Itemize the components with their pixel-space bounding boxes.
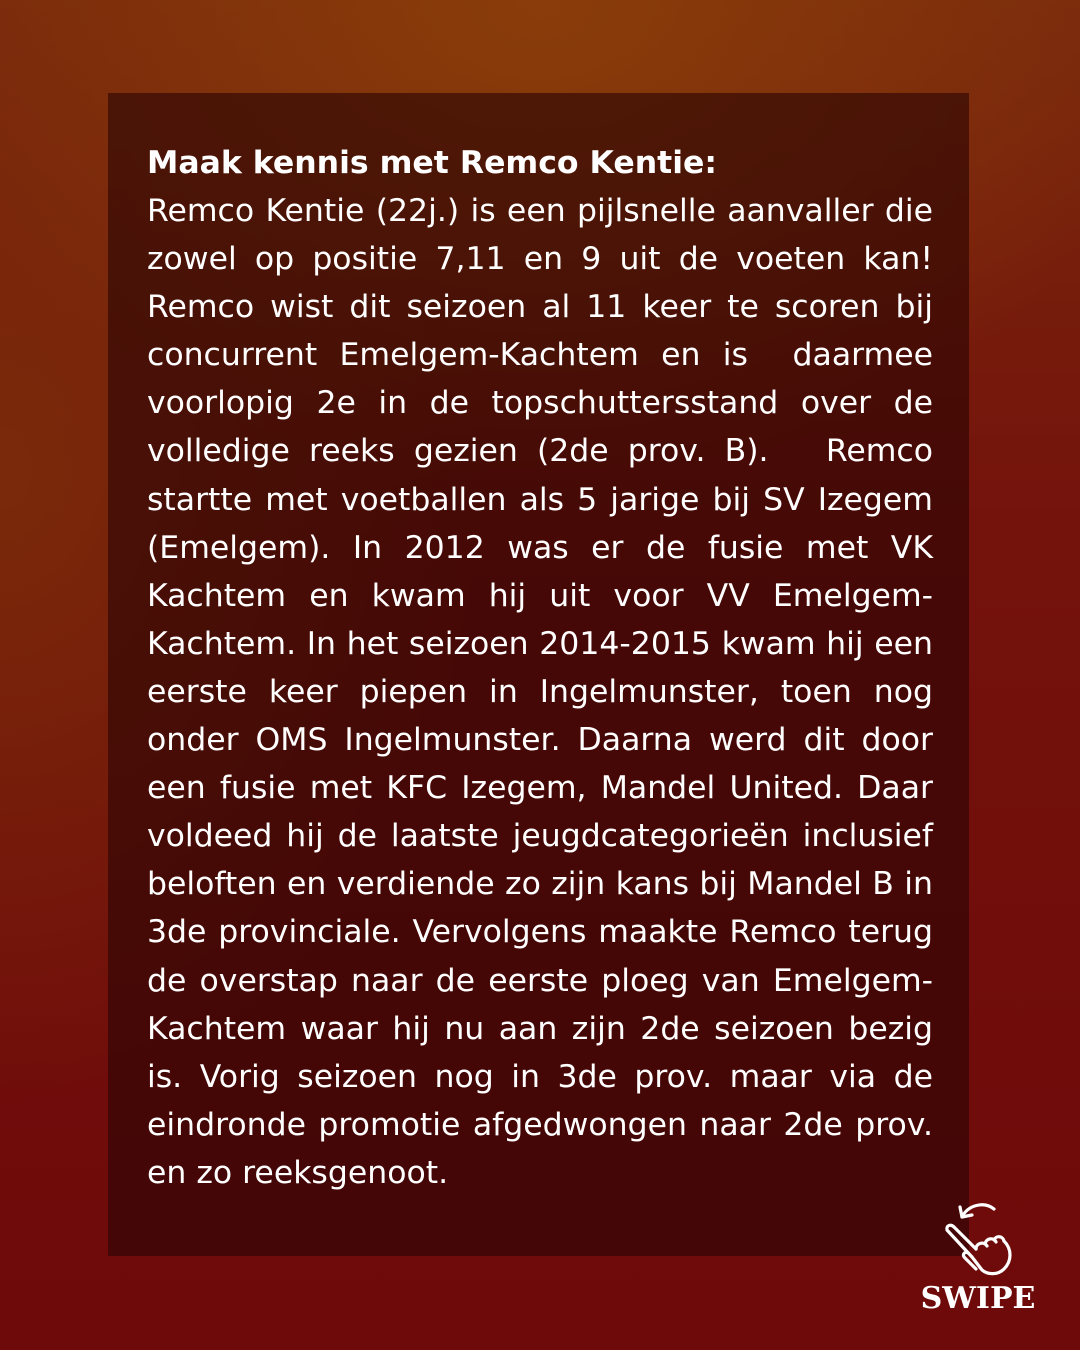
swipe-hand-icon: [932, 1195, 1022, 1285]
card-body: Remco Kentie (22j.) is een pijlsnelle aanvaller die zowel op positie 7,11 en 9 uit de voeten kan! Remco wist dit seizoen al 11 keer te scoren bij concurrent Emelgem-Kachtem en is daarmee voorlopig 2e in de topschuttersstand over de volledige reeks gezien (2de prov. B). Remco startte met voetballen als 5 jarige bij SV Izegem (Emelgem). In 2012 was er de fusie met VK Kachtem en kwam hij uit voor VV Emelgem-Kachtem. In het seizoen 2014-2015 kwam hij een eerste keer piepen in Ingelmunster, toen nog onder OMS Ingelmunster. Daarna werd dit door een fusie met KFC Izegem, Mandel United. Daar voldeed hij de laatste jeugdcategorieën inclusief beloften en verdiende zo zijn kans bij Mandel B in 3de provinciale. Vervolgens maakte Remco terug de overstap naar de eerste ploeg van Emelgem-Kachtem waar hij nu aan zijn 2de seizoen bezig is. Vorig seizoen nog in 3de prov. maar via de eindronde promotie afgedwongen naar 2de prov. en zo reeksgenoot.: [147, 193, 954, 1191]
swipe-label: SWIPE: [920, 1281, 1036, 1316]
text-card: [108, 93, 969, 1256]
card-title: Maak kennis met Remco Kentie:: [147, 145, 717, 181]
swipe-hint[interactable]: [918, 1195, 1048, 1330]
